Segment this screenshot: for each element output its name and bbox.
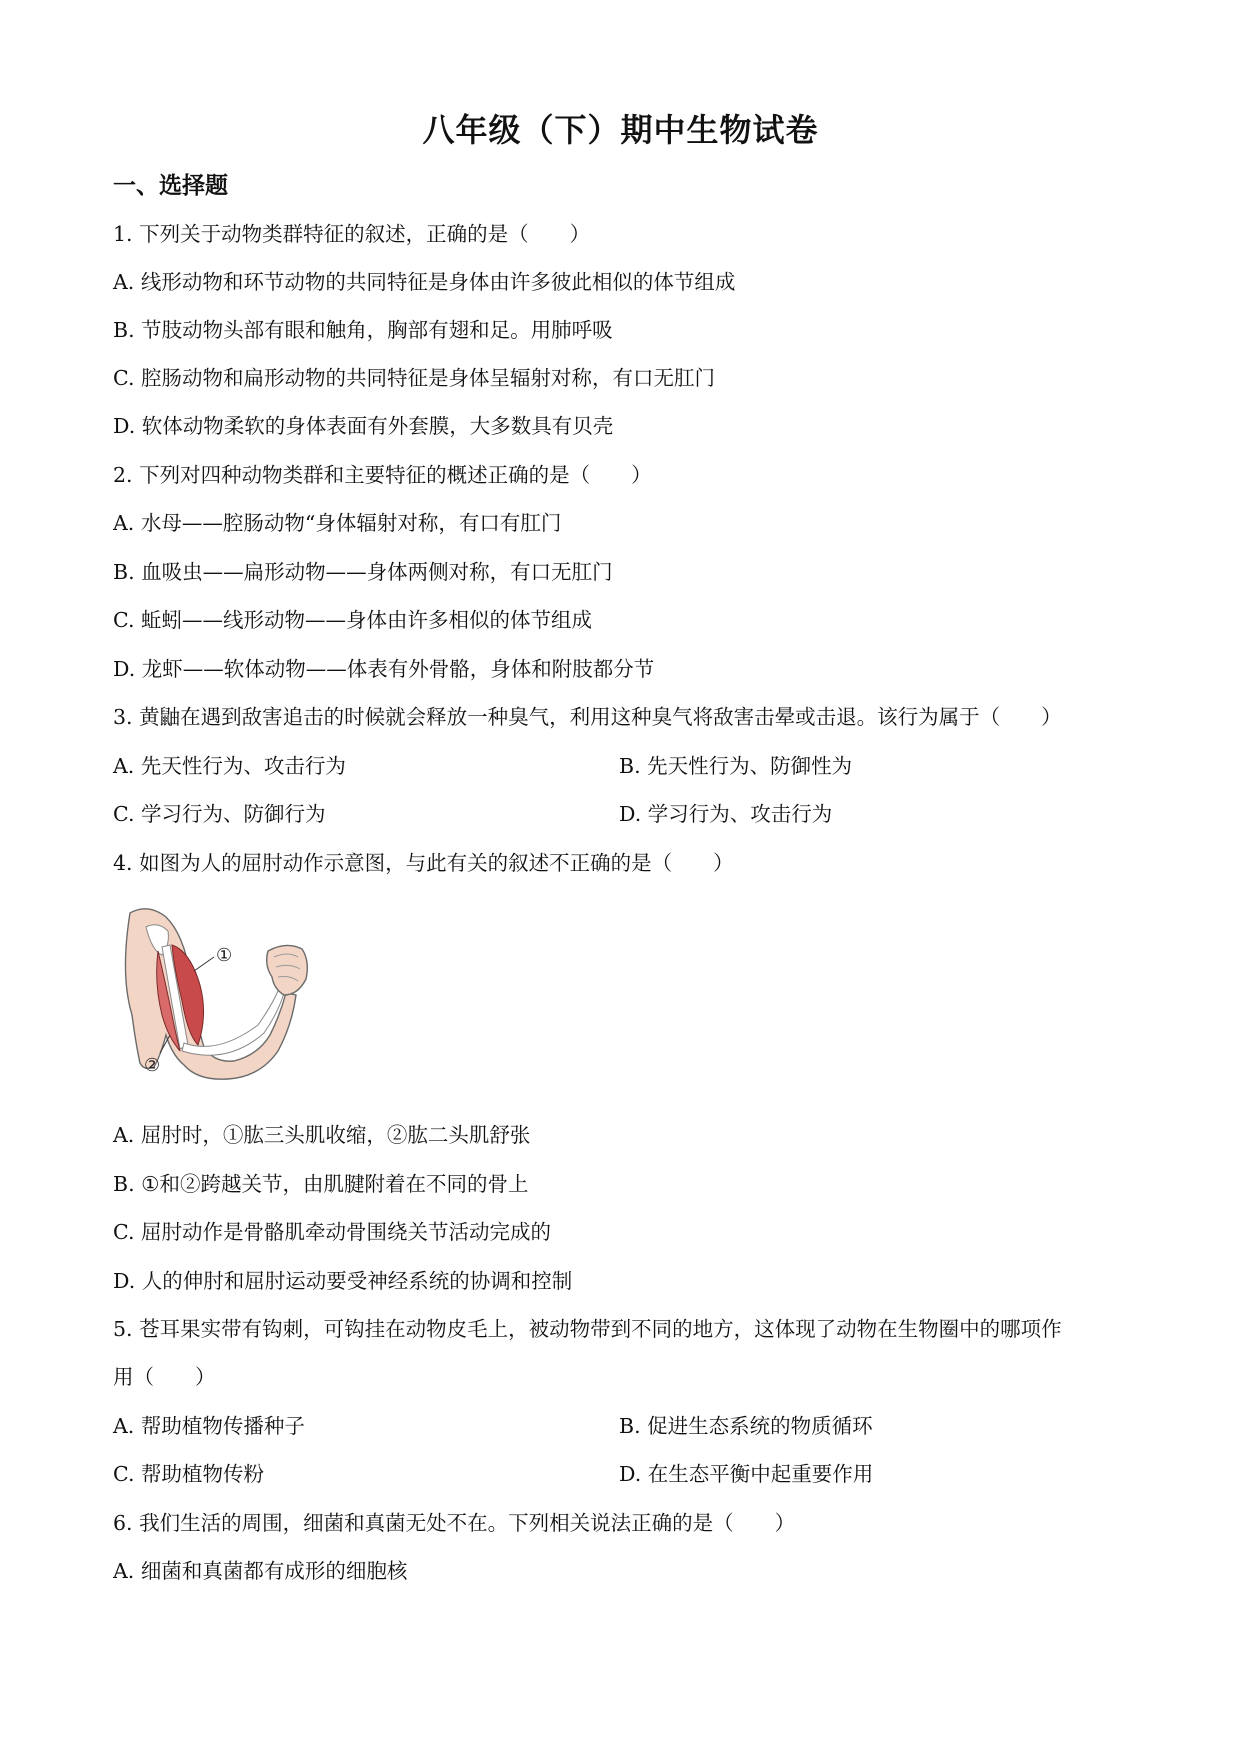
question-5-option-d: D. 在生态平衡中起重要作用 [619, 1462, 874, 1486]
question-2-option-a: A. 水母——腔肠动物“身体辐射对称，有口有肛门 [113, 511, 562, 535]
question-2-option-c: C. 蚯蚓——线形动物——身体由许多相似的体节组成 [113, 608, 592, 632]
question-6-option-a: A. 细菌和真菌都有成形的细胞核 [113, 1559, 408, 1583]
question-5-option-b: B. 促进生态系统的物质循环 [619, 1414, 873, 1438]
question-2-stem: 2. 下列对四种动物类群和主要特征的概述正确的是（ ） [113, 463, 652, 487]
question-3-option-c: C. 学习行为、防御行为 [113, 802, 326, 826]
hand [267, 945, 308, 995]
question-5-option-c: C. 帮助植物传粉 [113, 1462, 264, 1486]
question-4-option-a: A. 屈肘时，①肱三头肌收缩，②肱二头肌舒张 [113, 1123, 531, 1147]
question-4-stem: 4. 如图为人的屈肘动作示意图，与此有关的叙述不正确的是（ ） [113, 851, 734, 875]
question-5-stem-line2: 用（ ） [113, 1365, 216, 1389]
page-title: 八年级（下）期中生物试卷 [422, 111, 819, 149]
elbow-flexion-figure [118, 905, 318, 1085]
question-4-option-c: C. 屈肘动作是骨骼肌牵动骨围绕关节活动完成的 [113, 1220, 551, 1244]
figure-label-1: ① [216, 945, 233, 966]
question-1-stem: 1. 下列关于动物类群特征的叙述，正确的是（ ） [113, 222, 591, 246]
question-3-option-d: D. 学习行为、攻击行为 [619, 802, 833, 826]
question-6-stem: 6. 我们生活的周围，细菌和真菌无处不在。下列相关说法正确的是（ ） [113, 1511, 796, 1535]
question-1-option-c: C. 腔肠动物和扁形动物的共同特征是身体呈辐射对称，有口无肛门 [113, 366, 715, 390]
question-5-option-a: A. 帮助植物传播种子 [113, 1414, 305, 1438]
question-1-option-d: D. 软体动物柔软的身体表面有外套膜，大多数具有贝壳 [113, 414, 614, 438]
question-3-option-a: A. 先天性行为、攻击行为 [113, 754, 346, 778]
question-2-option-d: D. 龙虾——软体动物——体表有外骨骼，身体和附肢都分节 [113, 657, 655, 681]
question-3-option-b: B. 先天性行为、防御性为 [619, 754, 853, 778]
question-3-stem: 3. 黄鼬在遇到敌害追击的时候就会释放一种臭气，利用这种臭气将敌害击晕或击退。该行为属于（ ） [113, 705, 1062, 729]
question-4-option-b: B. ①和②跨越关节，由肌腱附着在不同的骨上 [113, 1172, 529, 1196]
figure-label-2: ② [144, 1055, 161, 1076]
question-2-option-b: B. 血吸虫——扁形动物——身体两侧对称，有口无肛门 [113, 560, 613, 584]
question-4-option-d: D. 人的伸肘和屈肘运动要受神经系统的协调和控制 [113, 1269, 573, 1293]
question-1-option-b: B. 节肢动物头部有眼和触角，胸部有翅和足。用肺呼吸 [113, 318, 613, 342]
section-heading: 一、选择题 [113, 172, 228, 199]
label-1-leader [194, 957, 214, 971]
question-1-option-a: A. 线形动物和环节动物的共同特征是身体由许多彼此相似的体节组成 [113, 270, 736, 294]
question-5-stem-line1: 5. 苍耳果实带有钩刺，可钩挂在动物皮毛上，被动物带到不同的地方，这体现了动物在生物圈中的哪项作 [113, 1317, 1062, 1341]
